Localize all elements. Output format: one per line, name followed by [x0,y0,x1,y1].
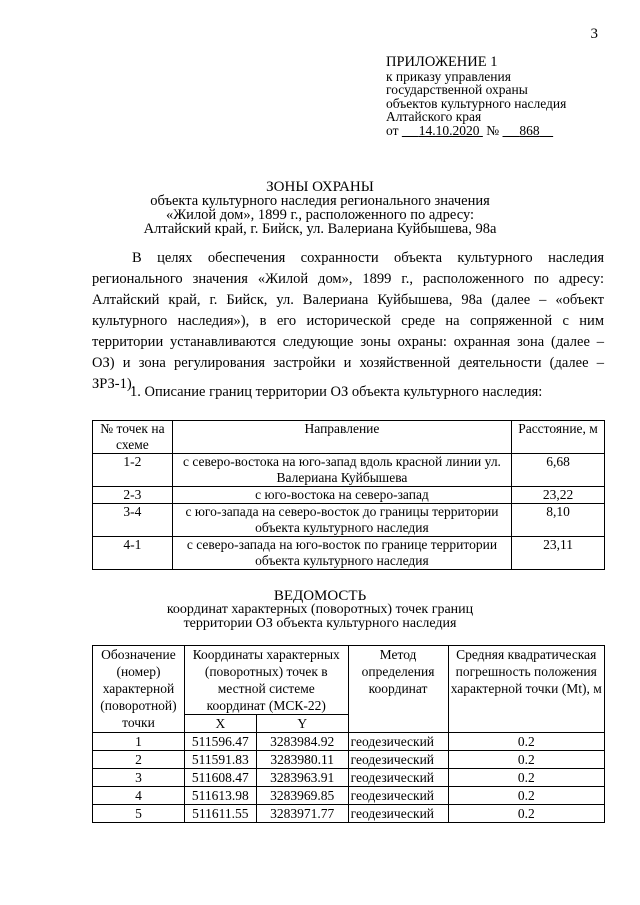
order-date: 14.10.2020 [418,122,480,138]
page-number: 3 [590,26,598,42]
boundary-table [92,420,605,570]
table-cell: геодезический [348,733,448,751]
table-cell: геодезический [348,787,448,805]
appendix-line: государственной охраны [386,82,528,97]
heading-line: «Жилой дом», 1899 г., расположенного по адресу: [165,207,475,223]
heading-line: объекта культурного наследия регионального значения [150,193,490,209]
col-header: Средняя квадратическая погрешность положения характерной точки (Mt), м [448,646,605,733]
appendix-date-line [386,124,566,138]
appendix-block [386,56,566,137]
table-cell: 511596.47 [184,733,256,751]
vedomost-heading [0,589,640,631]
table-cell: 1 [93,733,185,751]
table-row [93,751,605,769]
col-header: № точек на схеме [93,421,173,454]
table-row [93,487,605,504]
table-cell: 3283969.85 [256,787,348,805]
table-cell: 1-2 [93,454,173,487]
section1-title: 1. Описание границ территории ОЗ объекта культурного наследия: [130,384,543,400]
table-row [93,454,605,487]
from-label: от [386,122,399,138]
table-cell: геодезический [348,805,448,823]
table-cell: геодезический [348,751,448,769]
table-cell: 511591.83 [184,751,256,769]
vedomost-line: территории ОЗ объекта культурного наследия [183,616,457,631]
table-cell: 3-4 [93,504,173,537]
vedomost-title: ВЕДОМОСТЬ [273,588,367,604]
col-header: X [184,715,256,733]
table-cell: 511608.47 [184,769,256,787]
table-cell: 3 [93,769,185,787]
table-cell: с юго-востока на северо-запад [172,487,511,504]
table-cell: с северо-востока на юго-запад вдоль красной линии ул. Валериана Куйбышева [172,454,511,487]
table-cell: 8,10 [512,504,605,537]
appendix-line: Алтайского края [386,109,482,124]
table-row [93,787,605,805]
appendix-line: объектов культурного наследия [386,95,567,111]
col-header: Метод определения координат [348,646,448,733]
heading-line: Алтайский край, г. Бийск, ул. Валериана Куйбышева, 98а [143,221,497,237]
table-cell: 0.2 [448,733,605,751]
table-row [93,805,605,823]
table-cell: 3283971.77 [256,805,348,823]
table-cell: 2 [93,751,185,769]
table-cell: 0.2 [448,805,605,823]
col-header: Расстояние, м [512,421,605,454]
document-heading [0,180,640,236]
table-row [93,733,605,751]
table-cell: 3283963.91 [256,769,348,787]
table-cell: 4 [93,787,185,805]
table-cell: геодезический [348,769,448,787]
table-cell: с северо-запада на юго-восток по границе территории объекта культурного наследия [172,537,511,570]
table-cell: 5 [93,805,185,823]
vedomost-line: координат характерных (поворотных) точек границ [166,602,474,617]
table-row [93,769,605,787]
col-header: Координаты характерных (поворотных) точек в местной системе координат (МСК-22) [184,646,348,715]
table-cell: 3283984.92 [256,733,348,751]
table-cell: 0.2 [448,751,605,769]
coordinates-table [92,645,605,823]
table-cell: 23,22 [512,487,605,504]
table-cell: с юго-запада на северо-восток до границы территории объекта культурного наследия [172,504,511,537]
table-cell: 6,68 [512,454,605,487]
table-row [93,537,605,570]
table-cell: 0.2 [448,769,605,787]
col-header: Направление [172,421,511,454]
intro-paragraph [92,248,604,395]
col-header: Обозначение (номер) характерной (поворотной) точки [93,646,185,733]
table-cell: 3283980.11 [256,751,348,769]
col-header: Y [256,715,348,733]
table-cell: 2-3 [93,487,173,504]
appendix-title: ПРИЛОЖЕНИЕ 1 [386,54,498,70]
table-cell: 511611.55 [184,805,256,823]
table-cell: 4-1 [93,537,173,570]
appendix-line: к приказу управления [386,68,511,84]
table-cell: 0.2 [448,787,605,805]
table-cell: 511613.98 [184,787,256,805]
order-number: 868 [519,122,540,138]
table-header-row [93,646,605,715]
table-cell: 23,11 [512,537,605,570]
number-sign: № [486,122,500,138]
table-header-row [93,421,605,454]
table-row [93,504,605,537]
heading-title: ЗОНЫ ОХРАНЫ [266,179,374,195]
intro-text: В целях обеспечения сохранности объекта культурного наследия регионального значения «Жилой дом», 1899 г., расположенного по адресу: Алтайский край, г. Бийск, ул. Валериана Куйбышева, 98а (далее – «объект культурного наследия»), в его исторической среде на сопряженной с ним территории устанавливаются следующие зоны охраны: охранная зона (далее – ОЗ) и зона регулирования застройки и хозяйственной деятельности (далее – ЗРЗ-1). [92,250,604,392]
